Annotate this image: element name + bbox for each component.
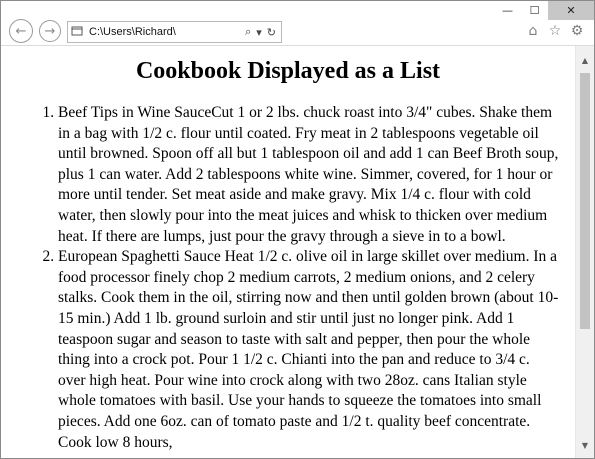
address-bar[interactable] <box>67 21 282 43</box>
back-button[interactable] <box>9 19 33 43</box>
maximize-button[interactable]: ☐ <box>529 4 540 17</box>
local-page-icon <box>71 25 83 37</box>
close-button[interactable]: ✕ <box>548 1 594 20</box>
gear-icon[interactable]: ⚙ <box>570 23 584 39</box>
page-content <box>1 46 575 458</box>
scrollbar-thumb[interactable] <box>580 73 590 329</box>
chevron-down-icon[interactable]: ▾ <box>256 25 262 39</box>
recipe-list <box>1 103 575 453</box>
address-input[interactable]: C:\Users\Richard\ <box>89 26 176 38</box>
home-icon[interactable]: ⌂ <box>528 23 538 39</box>
refresh-icon[interactable]: ↻ <box>266 25 276 39</box>
list-item: 1. Beef Tips in Wine SauceCut 1 or 2 lbs. chuck roast into 3/4" cubes. Shake them in a bag with 1/2 c. flour until coated. Fry meat in 2 tablespoons vegetable oil until browned. Spoon off all but 1 tablespoon oil and add 1 can Beef Broth soup, plus 1 can water. Add 2 tablespoons white wine. Simmer, covered, for 1 hour or more until tender. Set meat aside and make gravy. Mix 1/4 c. flour with cold water, then slowly pour into the meat juices and whisk to thicken over medium heat. If there are lumps, just pour the gravy through a sieve in to a bowl. <box>58 103 561 247</box>
chevron-up-icon: ▲ <box>581 56 589 65</box>
star-icon[interactable]: ☆ <box>548 23 562 39</box>
list-item: 2. European Spaghetti Sauce Heat 1/2 c. olive oil in large skillet over medium. In a food processor finely chop 2 medium carrots, 2 medium onions, and 2 celery stalks. Cook them in the oil, stirring now and then until golden brown (about 10-15 min.) Add 1 lb. ground surloin and stir until just no longer pink. Add 1 teaspoon sugar and season to taste with salt and pepper, then pour the whole thing into a crock pot. Pour 1 1/2 c. Chianti into the pan and reduce to 3/4 c. over high heat. Pour wine into crock along with two 28oz. cans Italian style whole tomatoes with basil. Use your hands to squeeze the tomatoes into small pieces. Add one 6oz. can of tomato paste and 1/2 t. quality beef concentrate. Cook low 8 hours, <box>58 247 561 453</box>
back-arrow-icon: ← <box>15 23 27 39</box>
scroll-down-button[interactable] <box>576 437 594 454</box>
window-caption-buttons <box>494 1 594 21</box>
vertical-scrollbar[interactable] <box>575 46 594 458</box>
forward-button[interactable] <box>39 20 61 42</box>
scroll-up-button[interactable] <box>576 52 594 69</box>
browser-toolbar <box>1 1 594 46</box>
page-title: Cookbook Displayed as a List <box>135 58 441 84</box>
minimize-button[interactable]: — <box>502 4 513 17</box>
browser-right-icons <box>522 23 588 39</box>
page-icon <box>71 25 87 40</box>
chevron-down-icon: ▼ <box>581 441 589 450</box>
search-icon[interactable]: ⌕ <box>245 25 252 38</box>
forward-arrow-icon: → <box>44 23 56 39</box>
